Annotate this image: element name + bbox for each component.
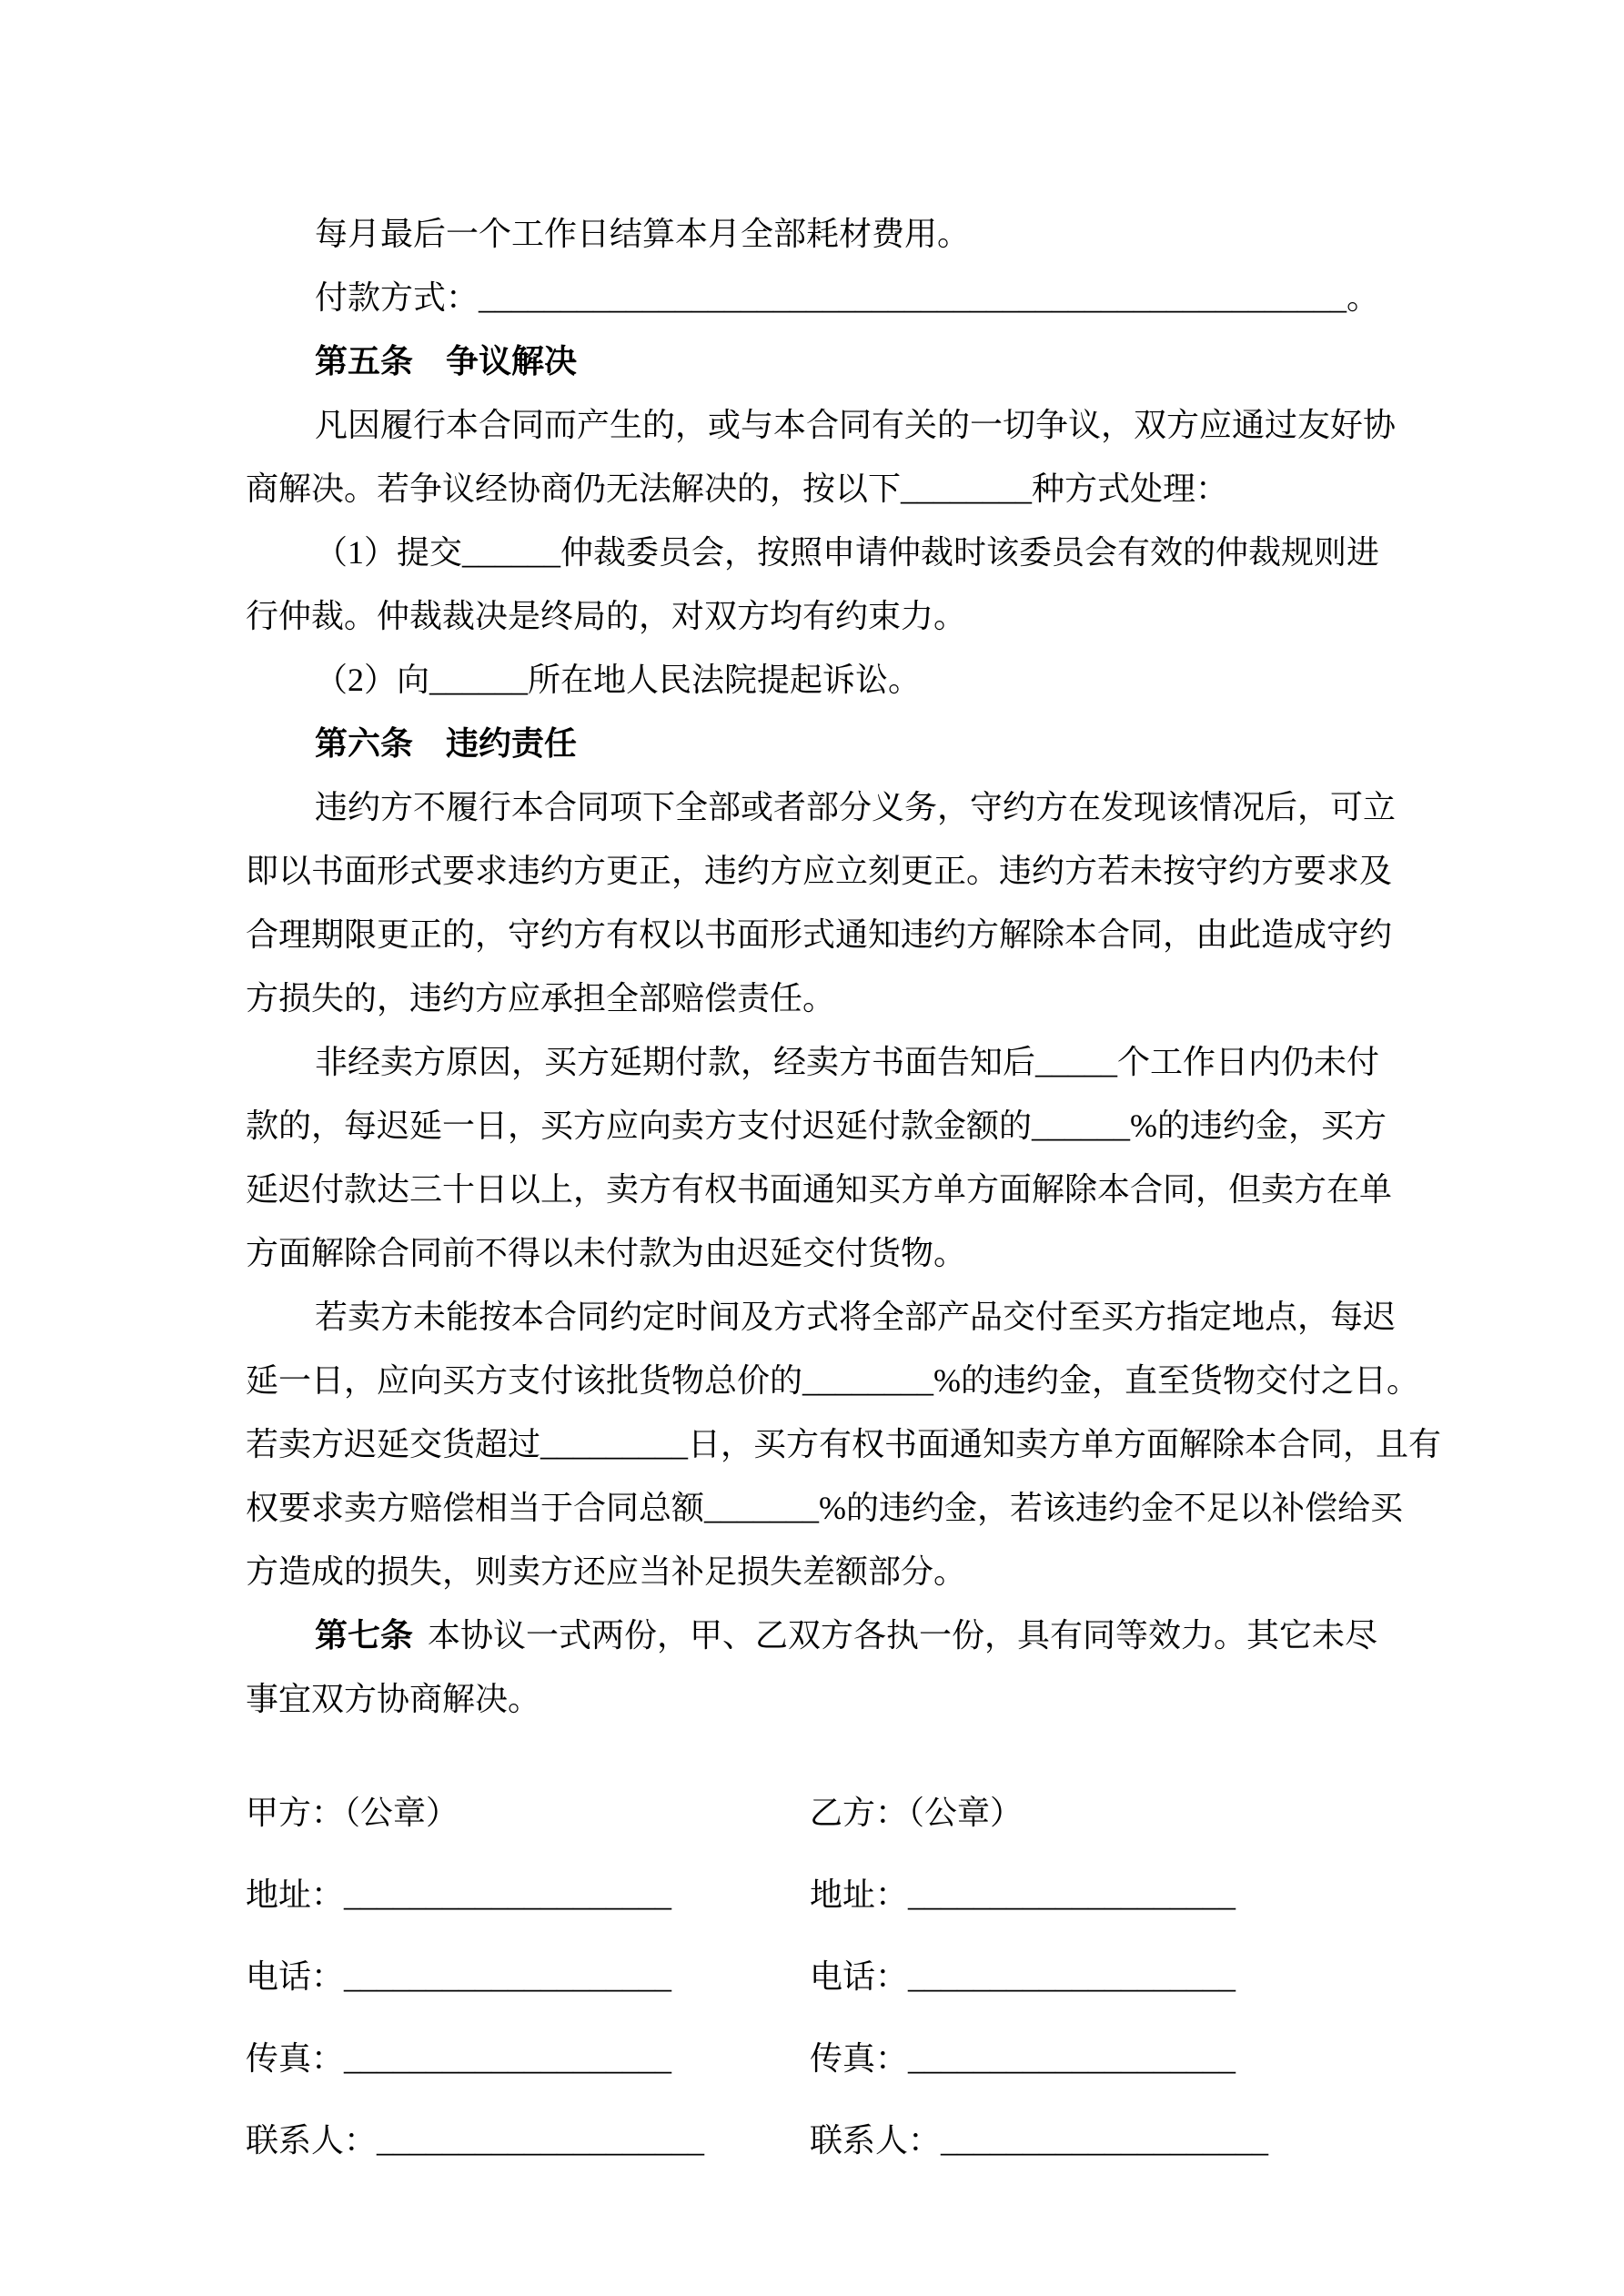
document-line: 合理期限更正的，守约方有权以书面形式通知违约方解除本合同，由此造成守约 — [246, 916, 1393, 953]
party-a-column — [246, 1772, 810, 2181]
document-line: 即以书面形式要求违约方更正，违约方应立刻更正。违约方若未按守约方要求及 — [246, 853, 1393, 889]
document-line: 延一日，应向买方支付该批货物总价的________%的违约金，直至货物交付之日。 — [246, 1362, 1419, 1399]
signature-field: 电话：____________________ — [246, 1958, 672, 1995]
document-line: 付款方式：_____________________________________________________。 — [315, 279, 1380, 316]
signature-field: 电话：____________________ — [810, 1958, 1236, 1995]
clause-heading: 第六条 违约责任 — [315, 725, 578, 762]
document-line: 方损失的，违约方应承担全部赔偿责任。 — [246, 980, 836, 1017]
document-line: 若卖方未能按本合同约定时间及方式将全部产品交付至买方指定地点，每迟 — [315, 1299, 1397, 1335]
clause-heading: 第五条 争议解决 — [315, 343, 578, 379]
document-line: 延迟付款达三十日以上，卖方有权书面通知买方单方面解除本合同，但卖方在单 — [246, 1171, 1393, 1208]
document-line: 非经卖方原因，买方延期付款，经卖方书面告知后_____个工作日内仍未付 — [315, 1044, 1380, 1080]
document-line: （2）向______所在地人民法院提起诉讼。 — [315, 662, 922, 698]
document-body — [246, 202, 1442, 2181]
signature-field: 联系人：____________________ — [810, 2122, 1269, 2159]
document-line: 行仲裁。仲裁裁决是终局的，对双方均有约束力。 — [246, 598, 967, 634]
signature-field: 地址：____________________ — [810, 1876, 1236, 1913]
document-line: 若卖方迟延交货超过_________日，买方有权书面通知卖方单方面解除本合同，且有 — [246, 1426, 1442, 1462]
document-line: 方面解除合同前不得以未付款为由迟延交付货物。 — [246, 1235, 967, 1271]
document-line: 凡因履行本合同而产生的，或与本合同有关的一切争议，双方应通过友好协 — [315, 407, 1397, 443]
party-label: 乙方：（公章） — [810, 1795, 1024, 1831]
line-text: 本协议一式两份，甲、乙双方各执一份，具有同等效力。其它未尽 — [428, 1617, 1378, 1654]
signature-field: 传真：____________________ — [810, 2040, 1236, 2077]
document-line: 违约方不履行本合同项下全部或者部分义务，守约方在发现该情况后，可立 — [315, 789, 1397, 825]
document-line — [246, 1603, 1392, 1667]
signature-block — [246, 1772, 1392, 2181]
document-line: 事宜双方协商解决。 — [246, 1681, 541, 1717]
document-line: （1）提交______仲裁委员会，按照申请仲裁时该委员会有效的仲裁规则进 — [315, 534, 1380, 571]
signature-field: 联系人：____________________ — [246, 2122, 705, 2159]
signature-field: 传真：____________________ — [246, 2040, 672, 2077]
signature-field: 地址：____________________ — [246, 1876, 672, 1913]
document-line: 款的，每迟延一日，买方应向卖方支付迟延付款金额的______%的违约金，买方 — [246, 1108, 1387, 1144]
document-line: 权要求卖方赔偿相当于合同总额_______%的违约金，若该违约金不足以补偿给买 — [246, 1490, 1403, 1526]
document-line: 方造成的损失，则卖方还应当补足损失差额部分。 — [246, 1553, 967, 1590]
document-line: 每月最后一个工作日结算本月全部耗材费用。 — [315, 216, 971, 252]
document-line: 商解决。若争议经协商仍无法解决的，按以下________种方式处理： — [246, 470, 1229, 507]
clause-number: 第七条 — [315, 1617, 414, 1654]
party-label: 甲方：（公章） — [246, 1795, 459, 1831]
party-b-column — [810, 1772, 1374, 2181]
